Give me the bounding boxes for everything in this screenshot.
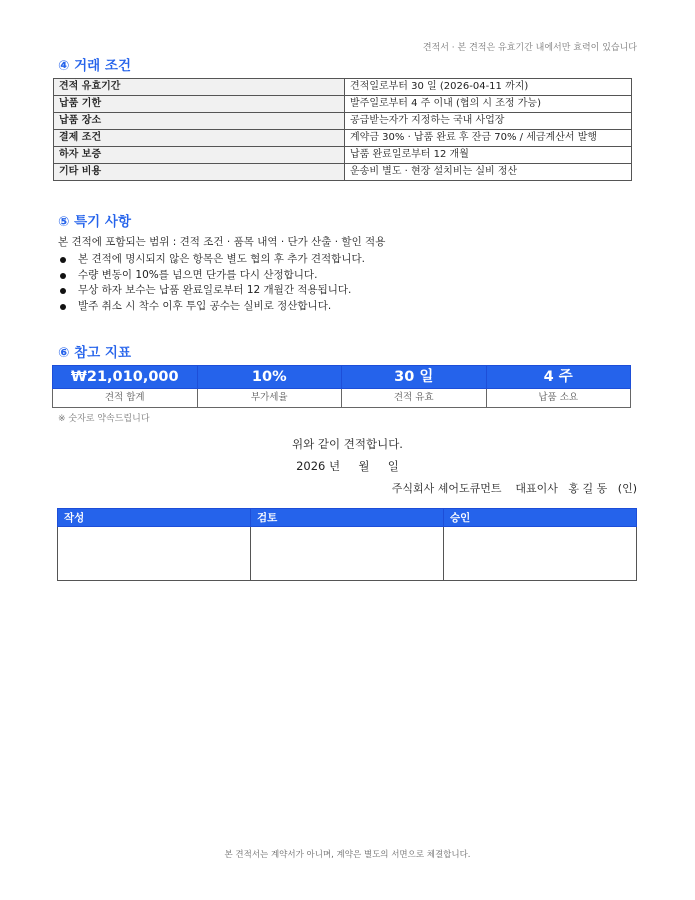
metric-label: 견적 유효: [342, 389, 487, 408]
terms-value: 발주일로부터 4 주 이내 (협의 시 조정 가능): [345, 96, 632, 113]
terms-row: [54, 96, 632, 113]
special-notes-list: [58, 252, 365, 314]
terms-row: [54, 113, 632, 130]
section-title-special-notes: ⑤ 특기 사항: [58, 214, 131, 230]
terms-value: 운송비 별도 · 현장 설치비는 실비 정산: [345, 164, 632, 181]
metrics-footnote: ※ 숫자로 약속드립니다: [58, 414, 150, 424]
approval-signature-review: [251, 527, 444, 581]
approval-signature-author: [58, 527, 251, 581]
terms-row: [54, 147, 632, 164]
header-note: 견적서 · 본 견적은 유효기간 내에서만 효력이 있습니다: [422, 43, 637, 53]
terms-key: 납품 장소: [54, 113, 345, 130]
terms-value: 납품 완료일로부터 12 개월: [345, 147, 632, 164]
terms-row: [54, 164, 632, 181]
terms-value: 계약금 30% · 납품 완료 후 잔금 70% / 세금계산서 발행: [345, 130, 632, 147]
terms-value: 공급받는자가 지정하는 국내 사업장: [345, 113, 632, 130]
terms-key: 결제 조건: [54, 130, 345, 147]
approval-table: [57, 508, 637, 581]
metric-values-row: [53, 366, 631, 389]
metric-value: 4 주: [486, 366, 631, 389]
terms-key: 기타 비용: [54, 164, 345, 181]
metric-label: 부가세율: [197, 389, 342, 408]
special-note-item: 무상 하자 보수는 납품 완료일로부터 12 개월간 적용됩니다.: [58, 283, 365, 299]
terms-key: 하자 보증: [54, 147, 345, 164]
section-title-trade-terms: ④ 거래 조건: [58, 58, 131, 74]
metric-labels-row: [53, 389, 631, 408]
metric-label: 납품 소요: [486, 389, 631, 408]
metric-value: 10%: [197, 366, 342, 389]
metric-value: 30 일: [342, 366, 487, 389]
approval-header-author: 작성: [58, 509, 251, 527]
terms-row: [54, 130, 632, 147]
terms-key: 납품 기한: [54, 96, 345, 113]
approval-header-review: 검토: [251, 509, 444, 527]
metric-label: 견적 합계: [53, 389, 198, 408]
closing-date: 2026 년 월 일: [296, 459, 399, 473]
signer-line: 주식회사 셰어도큐먼트 대표이사 홍 길 동 (인): [391, 482, 637, 495]
terms-key: 견적 유효기간: [54, 79, 345, 96]
metric-value: ₩21,010,000: [53, 366, 198, 389]
closing-statement: 위와 같이 견적합니다.: [292, 437, 403, 451]
metrics-table: [52, 365, 631, 408]
approval-signature-approve: [444, 527, 637, 581]
special-note-item: 발주 취소 시 착수 이후 투입 공수는 실비로 정산합니다.: [58, 299, 365, 315]
section-title-reference-metrics: ⑥ 참고 지표: [58, 345, 131, 361]
terms-row: [54, 79, 632, 96]
terms-value: 견적일로부터 30 일 (2026-04-11 까지): [345, 79, 632, 96]
special-note-item: 본 견적에 명시되지 않은 항목은 별도 협의 후 추가 견적합니다.: [58, 252, 365, 268]
special-note-item: 수량 변동이 10%를 넘으면 단가를 다시 산정합니다.: [58, 268, 365, 284]
page-footer: 본 견적서는 계약서가 아니며, 계약은 별도의 서면으로 체결합니다.: [224, 850, 471, 860]
approval-header-approve: 승인: [444, 509, 637, 527]
trade-terms-table: [53, 78, 632, 181]
scope-statement: 본 견적에 포함되는 범위 : 견적 조건 · 품목 내역 · 단가 산출 · 할인 적용: [58, 236, 386, 248]
